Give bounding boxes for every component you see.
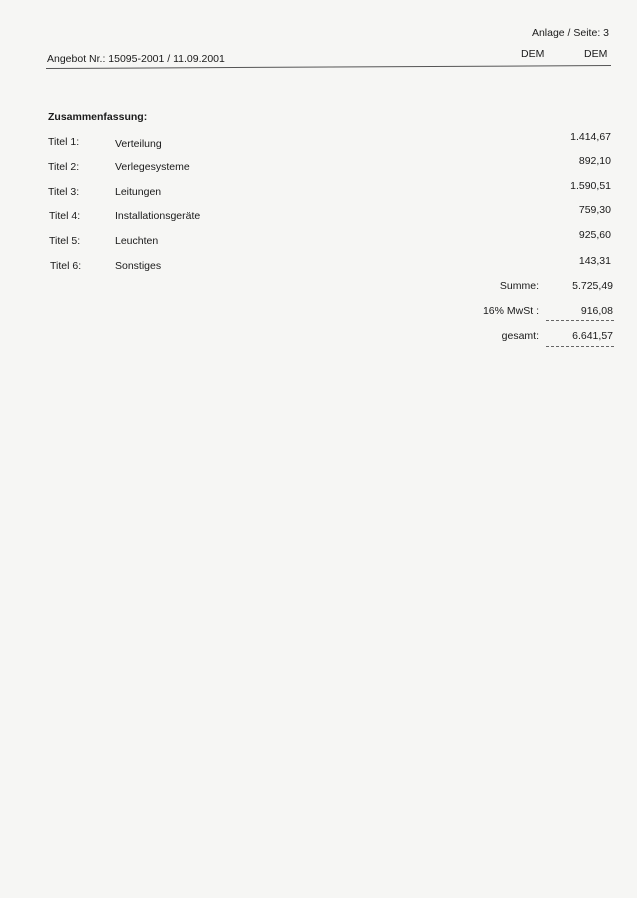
currency-column-2: DEM bbox=[584, 48, 608, 60]
title-name: Installationsgeräte bbox=[115, 210, 201, 222]
title-name: Leitungen bbox=[115, 186, 162, 198]
section-title: Zusammenfassung: bbox=[48, 111, 148, 123]
vat-value: 916,08 bbox=[580, 305, 613, 317]
title-number: Titel 6: bbox=[50, 260, 82, 272]
title-amount: 1.590,51 bbox=[570, 180, 611, 192]
summary-row bbox=[0, 131, 637, 150]
title-name: Verlegesysteme bbox=[115, 161, 190, 173]
title-amount: 925,60 bbox=[578, 229, 611, 241]
title-amount: 143,31 bbox=[578, 255, 611, 267]
title-number: Titel 2: bbox=[48, 161, 80, 173]
summary-row bbox=[0, 180, 637, 200]
title-number: Titel 5: bbox=[49, 235, 81, 247]
summary-row bbox=[0, 204, 637, 224]
grand-total-value: 6.641,57 bbox=[572, 330, 613, 342]
vat-label: 16% MwSt : bbox=[482, 305, 539, 317]
total-separator-line bbox=[546, 320, 614, 321]
subtotal-label: Summe: bbox=[499, 280, 539, 292]
title-name: Sonstiges bbox=[115, 260, 162, 272]
page-label: Anlage / Seite: 3 bbox=[531, 27, 609, 39]
summary-row bbox=[0, 255, 637, 274]
title-amount: 1.414,67 bbox=[570, 131, 611, 143]
title-amount: 892,10 bbox=[578, 155, 611, 167]
title-name: Verteilung bbox=[115, 138, 162, 150]
subtotal-value: 5.725,49 bbox=[572, 280, 613, 292]
grand-total-underline bbox=[546, 346, 614, 347]
summary-row bbox=[0, 155, 637, 175]
currency-column-1: DEM bbox=[521, 48, 545, 60]
title-amount: 759,30 bbox=[578, 204, 611, 216]
title-name: Leuchten bbox=[115, 235, 159, 247]
offer-number: Angebot Nr.: 15095-2001 / 11.09.2001 bbox=[47, 53, 225, 65]
title-number: Titel 3: bbox=[48, 186, 80, 198]
header-divider bbox=[46, 65, 611, 69]
title-number: Titel 1: bbox=[48, 136, 80, 148]
summary-row bbox=[0, 229, 637, 249]
grand-total-label: gesamt: bbox=[501, 330, 539, 342]
title-number: Titel 4: bbox=[49, 210, 81, 222]
